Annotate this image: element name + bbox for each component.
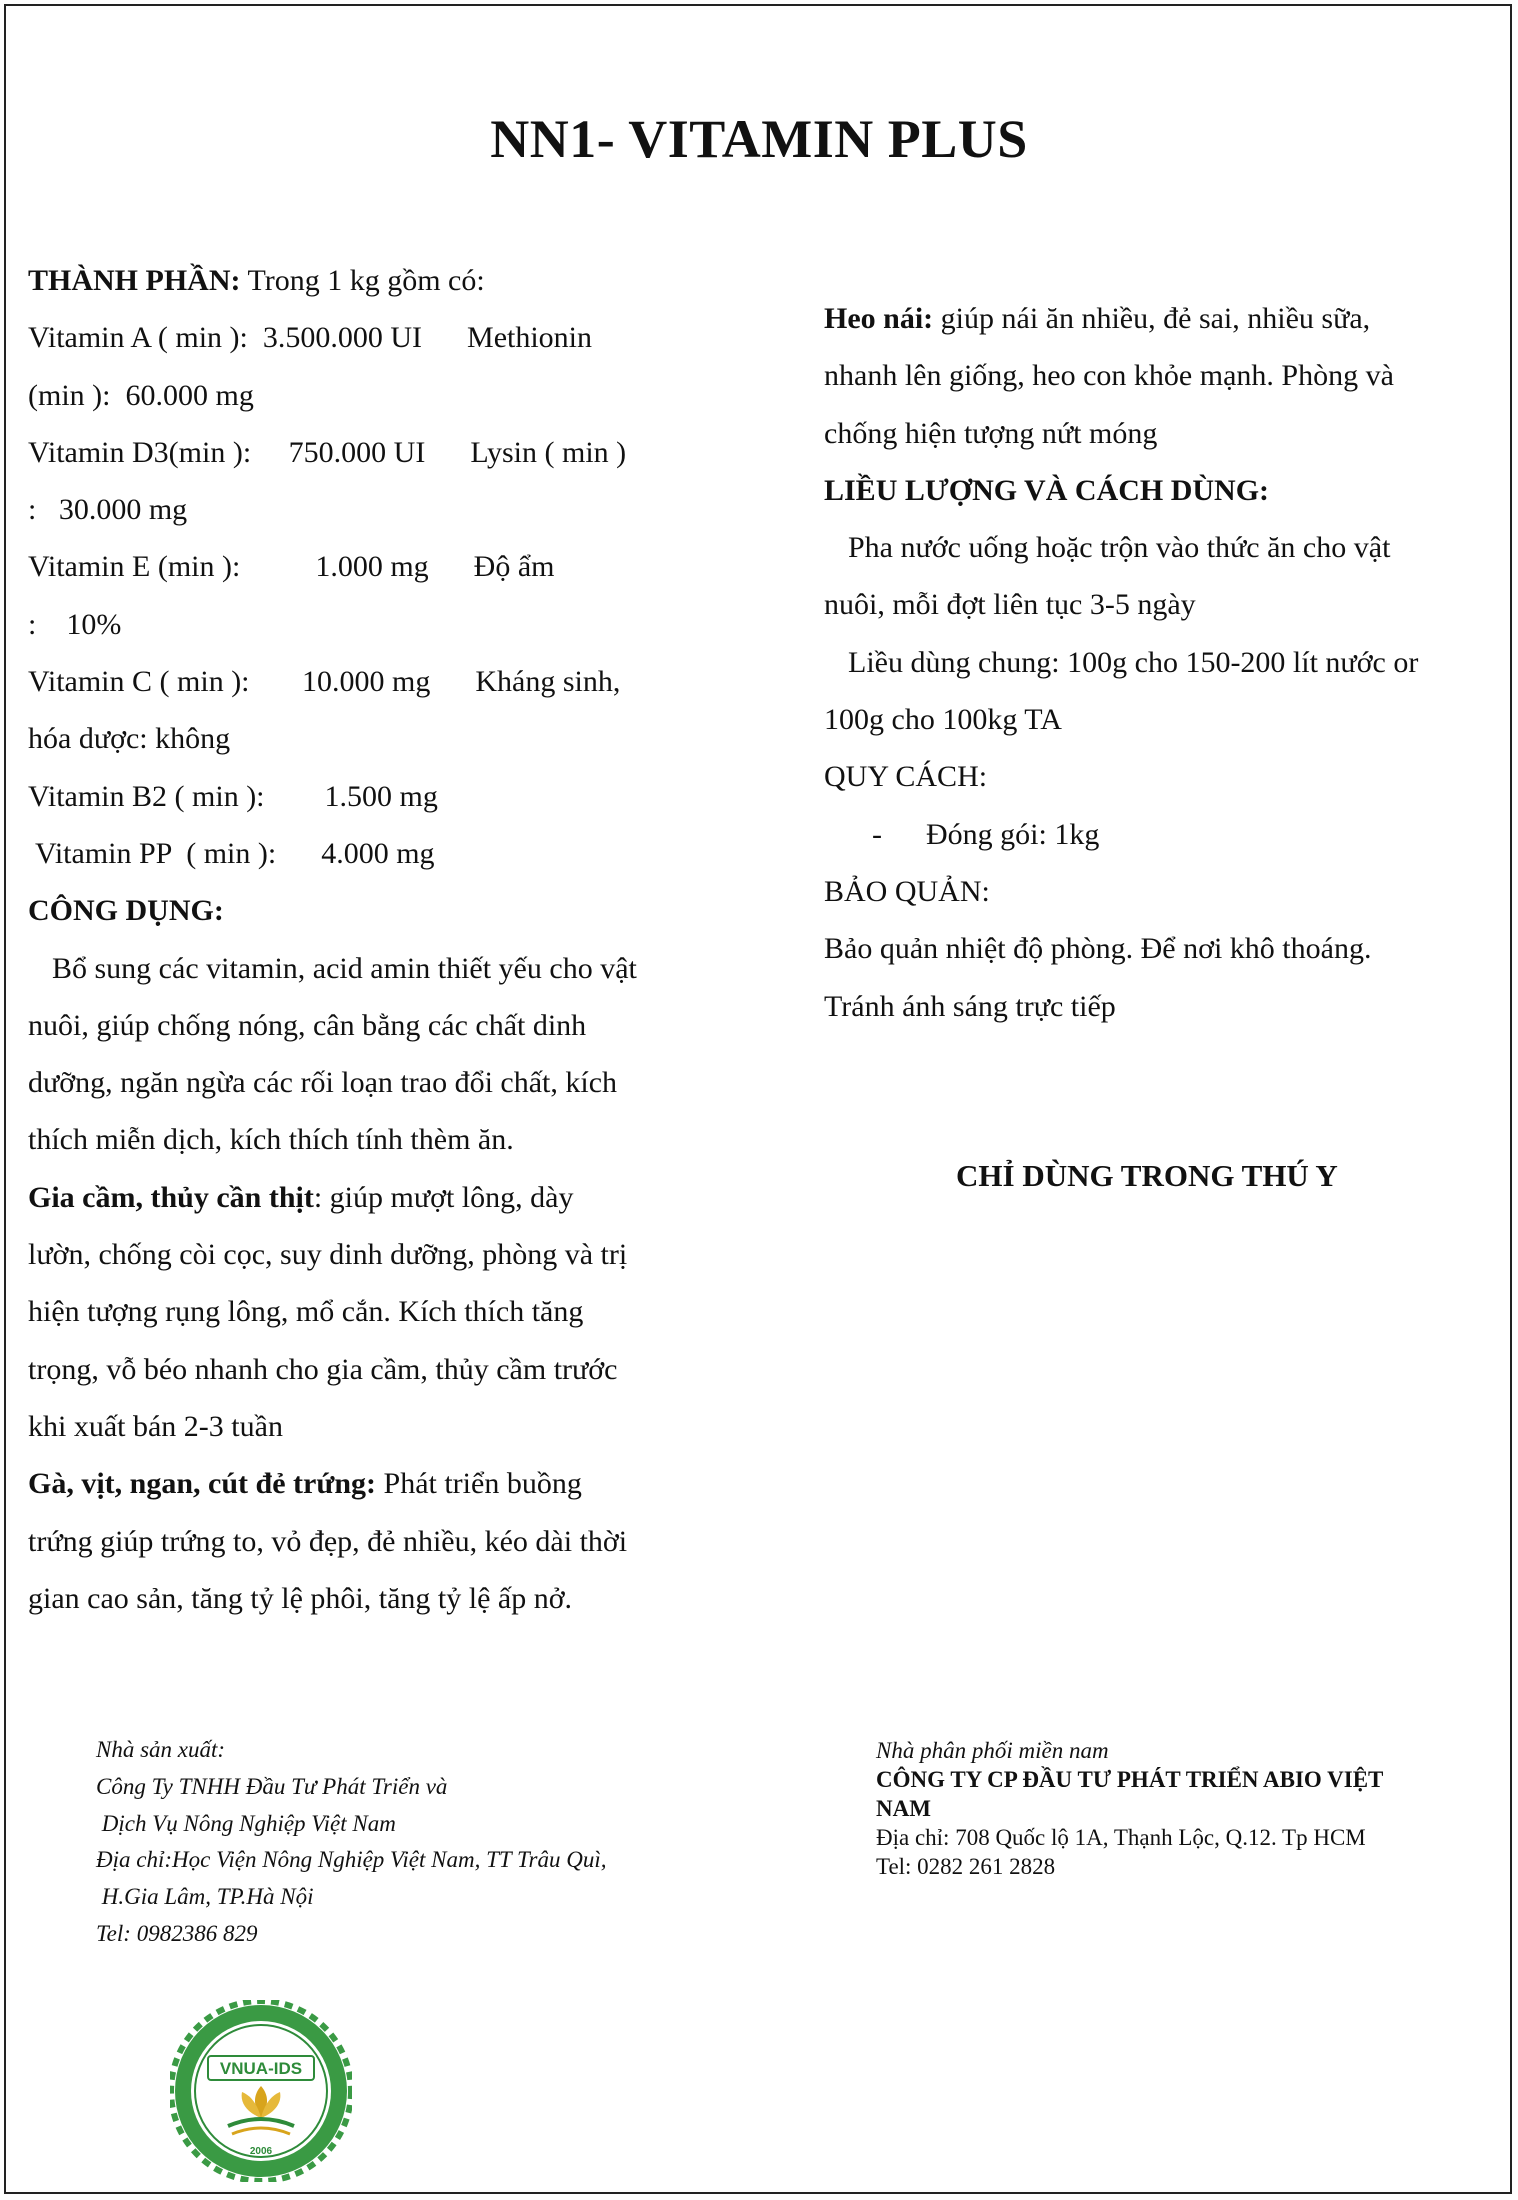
layers-first: Phát triển buồng — [376, 1467, 582, 1501]
distributor-name: CÔNG TY CP ĐẦU TƯ PHÁT TRIỂN ABIO VIỆT — [876, 1767, 1384, 1792]
composition-line: Vitamin A ( min ): 3.500.000 UI Methionin — [28, 321, 593, 355]
logo-text: VNUA-IDS — [219, 2059, 303, 2078]
veterinary-only-notice: CHỈ DÙNG TRONG THÚ Y — [956, 1158, 1338, 1193]
uses-general-line: nuôi, giúp chống nóng, cân bằng các chất dinh — [28, 1008, 587, 1042]
manufacturer-line: Công Ty TNHH Đầu Tư Phát Triển và — [96, 1773, 448, 1799]
packing-bullet: - — [872, 817, 882, 851]
composition-line: (min ): 60.000 mg — [28, 378, 254, 412]
layers-label: Gà, vịt, ngan, cút đẻ trứng: — [28, 1467, 377, 1501]
sow-line: nhanh lên giống, heo con khỏe mạnh. Phòng và — [824, 359, 1394, 393]
packing-heading: QUY CÁCH: — [824, 760, 988, 794]
storage-line: Tránh ánh sáng trực tiếp — [824, 989, 1116, 1023]
manufacturer-line: Dịch Vụ Nông Nghiệp Việt Nam — [96, 1810, 396, 1836]
logo-year: 2006 — [249, 2146, 273, 2157]
uses-heading — [28, 882, 728, 939]
poultry-first: : giúp mượt lông, dày — [313, 1180, 574, 1214]
poultry-line: lườn, chống còi cọc, suy dinh dưỡng, phòng và trị — [28, 1238, 628, 1272]
storage-heading: BẢO QUẢN: — [824, 874, 990, 908]
manufacturer-block — [96, 1732, 606, 1953]
distributor-address: Địa chỉ: 708 Quốc lộ 1A, Thạnh Lộc, Q.12. Tp HCM — [876, 1825, 1366, 1850]
composition-line: Vitamin E (min ): 1.000 mg Độ ẩm — [28, 550, 555, 584]
sow-label: Heo nái: — [824, 302, 934, 335]
composition-line: Vitamin C ( min ): 10.000 mg Kháng sinh, — [28, 665, 621, 699]
dosage-line: 100g cho 100kg TA — [824, 703, 1062, 737]
right-column — [824, 290, 1484, 1035]
poultry-line: khi xuất bán 2-3 tuần — [28, 1409, 283, 1443]
poultry-label: Gia cầm, thủy cần thịt — [28, 1180, 314, 1214]
layers-paragraph — [28, 1455, 728, 1512]
layers-line: trứng giúp trứng to, vỏ đẹp, đẻ nhiều, kéo dài thời — [28, 1524, 628, 1558]
sow-paragraph — [824, 290, 1484, 347]
composition-line: : 10% — [28, 607, 122, 641]
packing-item-text: Đóng gói: 1kg — [926, 817, 1100, 851]
uses-general-line: Bổ sung các vitamin, acid amin thiết yếu cho vật — [52, 951, 637, 985]
composition-line: Vitamin D3(min ): 750.000 UI Lysin ( min ) — [28, 435, 627, 469]
manufacturer-line: H.Gia Lâm, TP.Hà Nội — [96, 1884, 314, 1910]
manufacturer-line: Địa chỉ:Học Viện Nông Nghiệp Việt Nam, TT Trâu Quì, — [96, 1847, 607, 1873]
layers-line: gian cao sản, tăng tỷ lệ phôi, tăng tỷ lệ ấp nở. — [28, 1581, 573, 1615]
dosage-line: Pha nước uống hoặc trộn vào thức ăn cho vật — [848, 531, 1391, 565]
composition-intro: Trong 1 kg gồm có: — [240, 264, 485, 297]
dosage-heading — [824, 462, 1484, 519]
left-column — [28, 252, 728, 1627]
storage-line: Bảo quản nhiệt độ phòng. Để nơi khô thoáng. — [824, 932, 1372, 966]
vnua-ids-logo — [170, 2000, 352, 2182]
distributor-label: Nhà phân phối miền nam — [876, 1738, 1109, 1763]
uses-general-line: thích miễn dịch, kích thích tính thèm ăn. — [28, 1123, 514, 1157]
sow-line: chống hiện tượng nứt móng — [824, 416, 1158, 450]
manufacturer-label: Nhà sản xuất: — [96, 1737, 226, 1762]
composition-line: Vitamin B2 ( min ): 1.500 mg — [28, 779, 438, 813]
composition-line: Vitamin PP ( min ): 4.000 mg — [28, 836, 435, 870]
uses-heading-text: CÔNG DỤNG: — [28, 894, 224, 928]
distributor-name: NAM — [876, 1796, 931, 1821]
poultry-paragraph — [28, 1169, 728, 1226]
dosage-line: Liều dùng chung: 100g cho 150-200 lít nước or — [848, 645, 1419, 679]
sow-first: giúp nái ăn nhiều, đẻ sai, nhiều sữa, — [933, 302, 1371, 335]
packing-item — [824, 806, 1484, 863]
product-title: NN1- VITAMIN PLUS — [490, 109, 1028, 169]
distributor-tel: Tel: 0282 261 2828 — [876, 1854, 1056, 1879]
poultry-line: hiện tượng rụng lông, mổ cắn. Kích thích tăng — [28, 1295, 584, 1329]
distributor-block — [876, 1736, 1383, 1881]
dosage-line: nuôi, mỗi đợt liên tục 3-5 ngày — [824, 588, 1196, 622]
composition-heading: THÀNH PHẦN: — [28, 264, 241, 297]
composition-header — [28, 252, 728, 309]
composition-line: hóa dược: không — [28, 722, 231, 756]
dosage-heading-text: LIỀU LƯỢNG VÀ CÁCH DÙNG: — [824, 473, 1270, 507]
composition-line: : 30.000 mg — [28, 493, 188, 527]
manufacturer-line: Tel: 0982386 829 — [96, 1920, 258, 1946]
poultry-line: trọng, vỗ béo nhanh cho gia cầm, thủy cầm trước — [28, 1352, 618, 1386]
uses-general-line: dưỡng, ngăn ngừa các rối loạn trao đổi chất, kích — [28, 1066, 618, 1100]
